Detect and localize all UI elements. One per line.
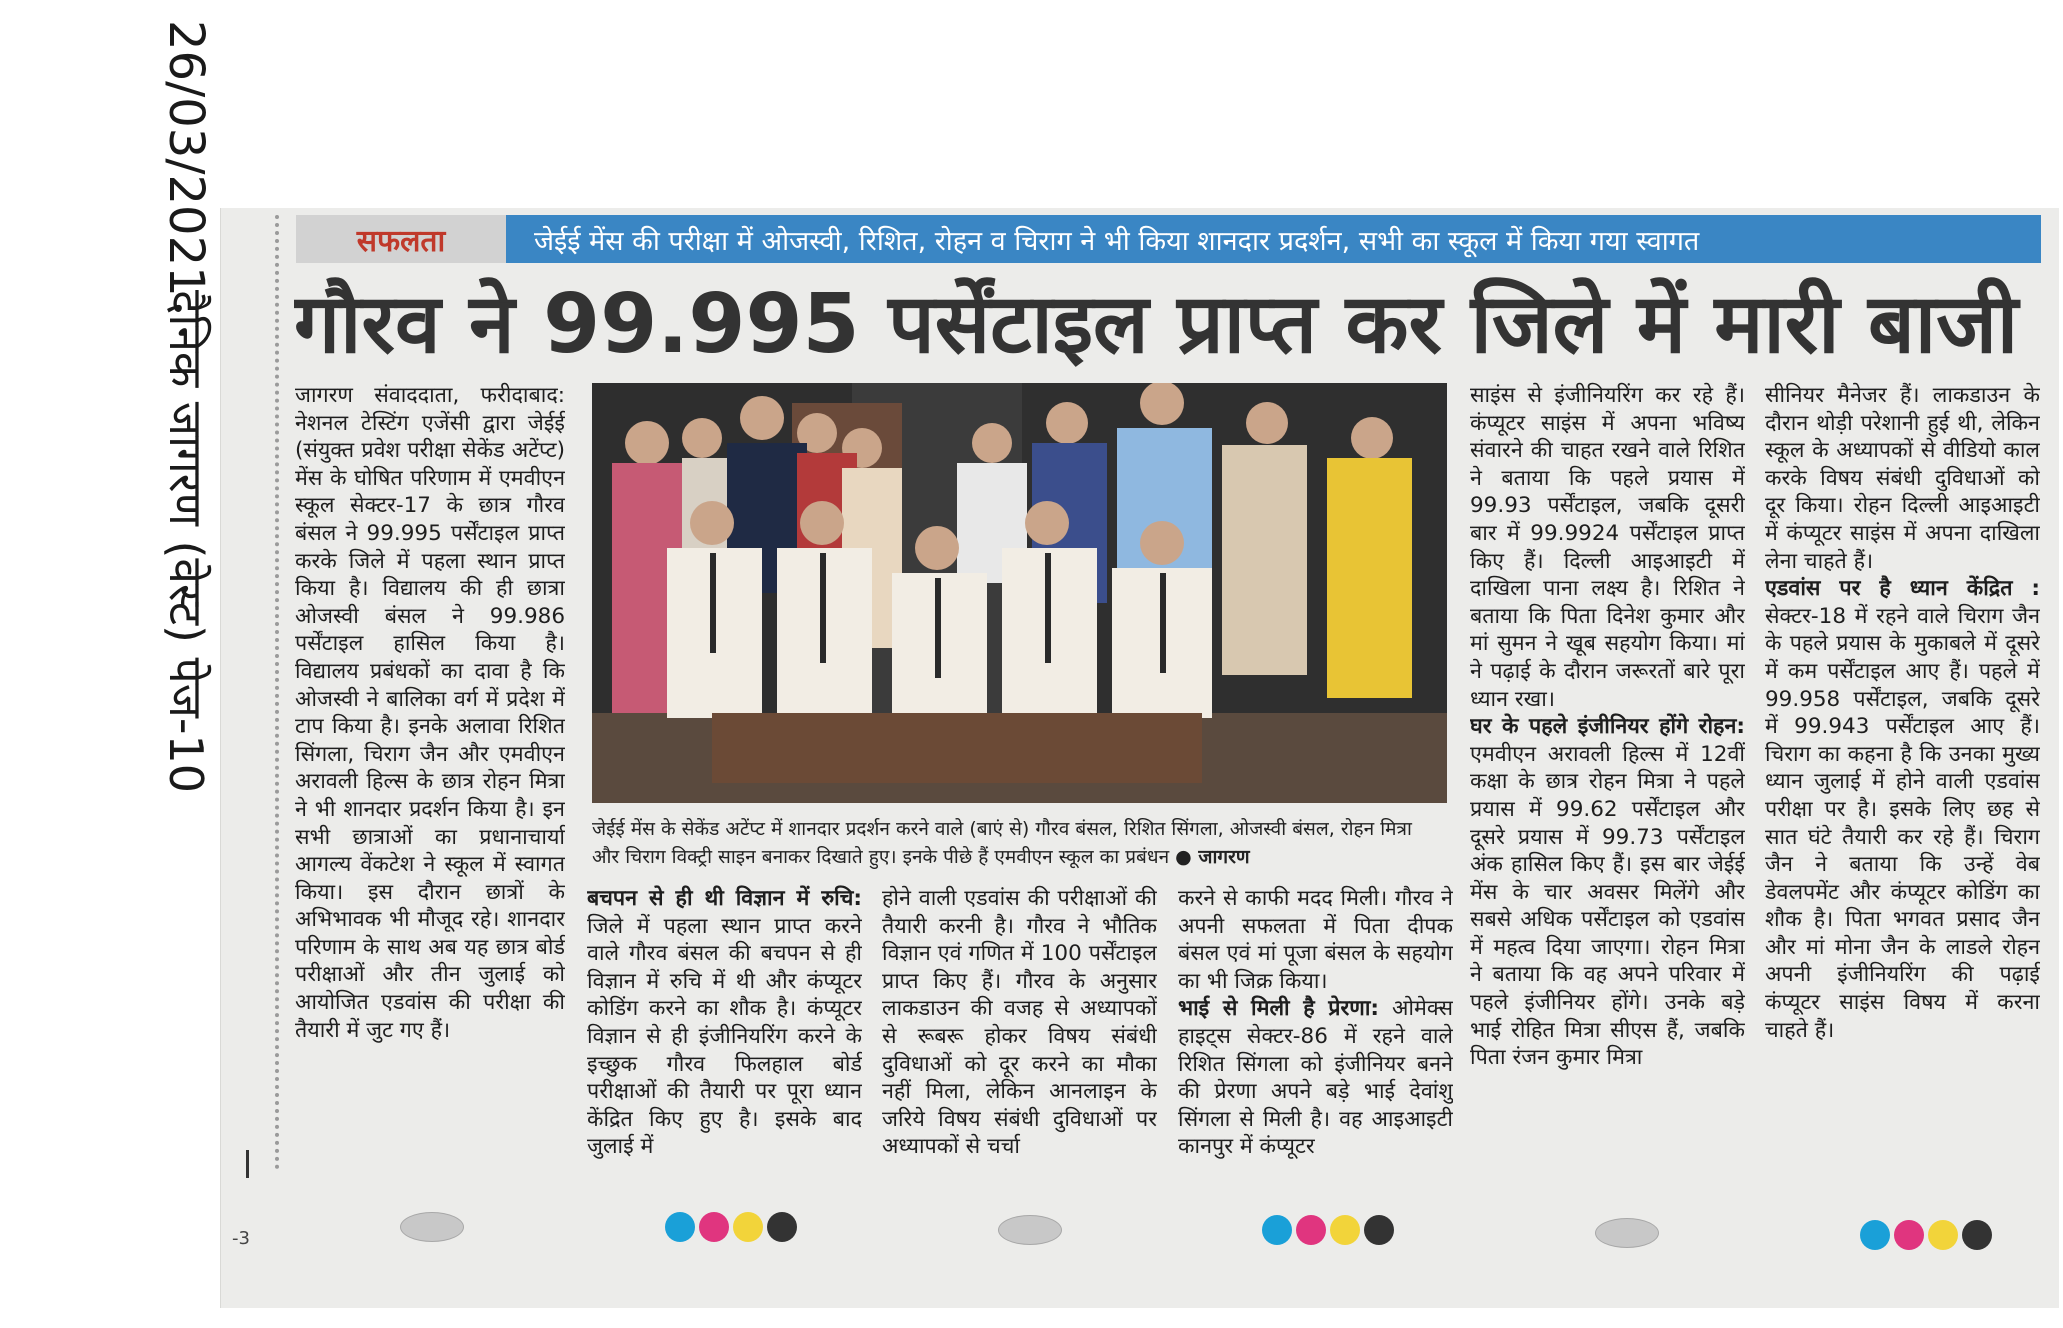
caption-line-2: और चिराग विक्ट्री साइन बनाकर दिखाते हुए। इनके पीछे हैं एमवीएन स्कूल का प्रबंधन: [592, 846, 1170, 868]
handwriting-svg: [40, 0, 230, 1324]
column-2-text: जिले में पहला स्थान प्राप्त करने वाले गौरव बंसल की बचपन से ही विज्ञान में रुचि में थी और कंप्यूटर कोडिंग करने का शौक है। कंप्यूटर विज्ञान से ही इंजीनियरिंग करने के इच्छुक गौरव फिलहाल बोर्ड परीक्षाओं की तैयारी पर पूरा ध्यान केंद्रित किए हुए है। इसके बाद जुलाई में: [587, 913, 862, 1160]
color-registration-marks: [665, 1212, 797, 1242]
column-4-text-a: करने से काफी मदद मिली। गौरव ने अपनी सफलता में पिता दीपक बंसल एवं मां पूजा बंसल के सहयोग का भी जिक्र किया।: [1178, 886, 1453, 994]
section-tag: सफलता: [296, 215, 506, 263]
cyan-dot: [665, 1212, 695, 1242]
group-photo: [592, 383, 1447, 803]
yellow-dot: [733, 1212, 763, 1242]
article-column-6: [1765, 382, 2040, 1197]
subheadline: जेईई मेंस की परीक्षा में ओजस्वी, रिशित, रोहन व चिराग ने भी किया शानदार प्रदर्शन, सभी का स्कूल में किया गया स्वागत: [506, 215, 2041, 263]
cyan-dot: [1860, 1220, 1890, 1250]
color-registration-marks: [1860, 1220, 1992, 1250]
magenta-dot: [1894, 1220, 1924, 1250]
magenta-dot: [699, 1212, 729, 1242]
black-dot: [767, 1212, 797, 1242]
registration-oval: [998, 1215, 1062, 1245]
article-column-5: [1470, 382, 1745, 1197]
photo-credit: ● जागरण: [1175, 846, 1250, 868]
handwritten-date: 26/03/2021: [158, 20, 214, 297]
margin-tick: [246, 1150, 249, 1178]
photo-illustration: [592, 383, 1447, 803]
cut-edge-dots: [275, 215, 285, 1170]
article-column-3: [882, 885, 1157, 1195]
magenta-dot: [1296, 1215, 1326, 1245]
page-marker: -3: [232, 1228, 250, 1249]
column-6-text-a: सीनियर मैनेजर हैं। लाकडाउन के दौरान थोड़ी परेशानी हुई थी, लेकिन स्कूल के अध्यापकों से वीडियो काल करके विषय संबंधी दुविधाओं को दूर किया। रोहन दिल्ली आइआइटी में कंप्यूटर साइंस में अपना दाखिला लेना चाहते हैं।: [1765, 383, 2040, 574]
article-column-2: [587, 885, 862, 1195]
banner-strip: [296, 215, 2041, 263]
column-6-text-b: सेक्टर-18 में रहने वाले चिराग जैन के पहले प्रयास के मुकाबले में दूसरे में कम पर्सेंटाइल आए हैं। पहले में 99.958 पर्सेंटाइल, जबकि दूसरे में 99.943 पर्सेंटाइल आए हैं। चिराग का कहना है कि उनका मुख्य ध्यान जुलाई में होने वाली एडवांस परीक्षा पर है। इसके लिए छह से सात घंटे तैयारी कर रहे हैं। चिराग जैन ने बताया कि उन्हें वेब डेवलपमेंट और कंप्यूटर कोडिंग का शौक है। पिता भगवत प्रसाद जैन और मां मोना जैन के लाडले रोहन अपनी इंजीनियरिंग की पढ़ाई कंप्यूटर साइंस विषय में करना चाहते हैं।: [1765, 603, 2040, 1043]
headline: गौरव ने 99.995 पर्सेंटाइल प्राप्त कर जिले में मारी बाजी: [294, 277, 2019, 372]
yellow-dot: [1330, 1215, 1360, 1245]
subhead-first-engineer: घर के पहले इंजीनियर होंगे रोहन:: [1470, 714, 1745, 740]
column-4-text-b: ओमेक्स हाइट्स सेक्टर-86 में रहने वाले रिशित सिंगला को इंजीनियर बनने की प्रेरणा अपने बड़े भाई देवांशु सिंगला से मिली है। वह आइआइटी कानपुर में कंप्यूटर: [1178, 996, 1453, 1160]
registration-oval: [1595, 1218, 1659, 1248]
column-5-text-b: एमवीएन अरावली हिल्स में 12वीं कक्षा के छात्र रोहन मित्रा ने पहले प्रयास में 99.62 पर्सेंटाइल और दूसरे प्रयास में 99.73 पर्सेंटाइल अंक हासिल किए हैं। इस बार जेईई मेंस के चार अवसर मिलेंगे और सबसे अधिक पर्सेंटाइल को एडवांस में महत्व दिया जाएगा। रोहन मित्रा ने बताया कि वह अपने परिवार में पहले इंजीनियर होंगे। उनके बड़े भाई रोहित मित्रा सीएस हैं, जबकि पिता रंजन कुमार मित्रा: [1470, 741, 1745, 1071]
handwritten-annotation: [40, 0, 230, 1324]
column-1-text: जागरण संवाददाता, फरीदाबाद: नेशनल टेस्टिंग एजेंसी द्वारा जेईई (संयुक्त प्रवेश परीक्षा सेकेंड अटेंप्ट) मेंस के घोषित परिणाम में एमवीएन स्कूल सेक्टर-17 के छात्र गौरव बंसल ने 99.995 पर्सेंटाइल प्राप्त करके जिले में पहला स्थान प्राप्त किया है। विद्यालय की ही छात्रा ओजस्वी बंसल ने 99.986 पर्सेंटाइल हासिल किया है। विद्यालय प्रबंधकों का दावा है कि ओजस्वी ने बालिका वर्ग में प्रदेश में टाप किया है। इनके अलावा रिशित सिंगला, चिराग जैन और एमवीएन अरावली हिल्स के छात्र रोहन मित्रा ने भी शानदार प्रदर्शन किया है। इन सभी छात्राओं का प्रधानाचार्या आगल्य वेंकटेश ने स्कूल में स्वागत किया। इस दौरान छात्रों के अभिभावक भी मौजूद रहे। शानदार परिणाम के साथ अब यह छात्र बोर्ड परीक्षाओं और तीन जुलाई को आयोजित एडवांस की परीक्षा की तैयारी में जुट गए हैं।: [295, 383, 565, 1043]
column-5-text-a: साइंस से इंजीनियरिंग कर रहे हैं। कंप्यूटर साइंस में अपना भविष्य संवारने की चाहत रखने वाले रिशित ने बताया कि पहले प्रयास में 99.93 पर्सेंटाइल, जबकि दूसरी बार में 99.9924 पर्सेंटाइल प्राप्त किए हैं। दिल्ली आइआइटी में दाखिला पाना लक्ष्य है। रिशित ने बताया कि पिता दिनेश कुमार और मां सुमन ने खूब सहयोग किया। मां ने पढ़ाई के दौरान जरूरतों बारे पूरा ध्यान रखा।: [1470, 383, 1745, 712]
caption-line-1: जेईई मेंस के सेकेंड अटेंप्ट में शानदार प्रदर्शन करने वाले (बाएं से) गौरव बंसल, रिशित सिंगला, ओजस्वी बंसल, रोहन मित्रा: [592, 818, 1412, 840]
cyan-dot: [1262, 1215, 1292, 1245]
column-3-text: होने वाली एडवांस की परीक्षाओं की तैयारी करनी है। गौरव ने भौतिक विज्ञान एवं गणित में 100 पर्सेंटाइल प्राप्त किए हैं। गौरव के अनुसार लाकडाउन की वजह से अध्यापकों से रूबरू होकर विषय संबंधी दुविधाओं को दूर करने का मौका नहीं मिला, लेकिन आनलाइन के जरिये विषय संबंधी दुविधाओं पर अध्यापकों से चर्चा: [882, 886, 1157, 1160]
article-column-4: [1178, 885, 1453, 1195]
subhead-brother-inspiration: भाई से मिली है प्रेरणा:: [1178, 996, 1380, 1022]
subhead-science-interest: बचपन से ही थी विज्ञान में रुचि:: [587, 886, 862, 911]
photo-caption: [592, 815, 1447, 875]
black-dot: [1962, 1220, 1992, 1250]
handwritten-source: दैनिक जागरण (वेस्ट) पेज-10: [159, 290, 213, 794]
registration-oval: [400, 1212, 464, 1242]
article-column-1: [295, 382, 565, 1197]
yellow-dot: [1928, 1220, 1958, 1250]
black-dot: [1364, 1215, 1394, 1245]
subhead-advance-focus: एडवांस पर है ध्यान केंद्रित :: [1765, 576, 2040, 602]
color-registration-marks: [1262, 1215, 1394, 1245]
